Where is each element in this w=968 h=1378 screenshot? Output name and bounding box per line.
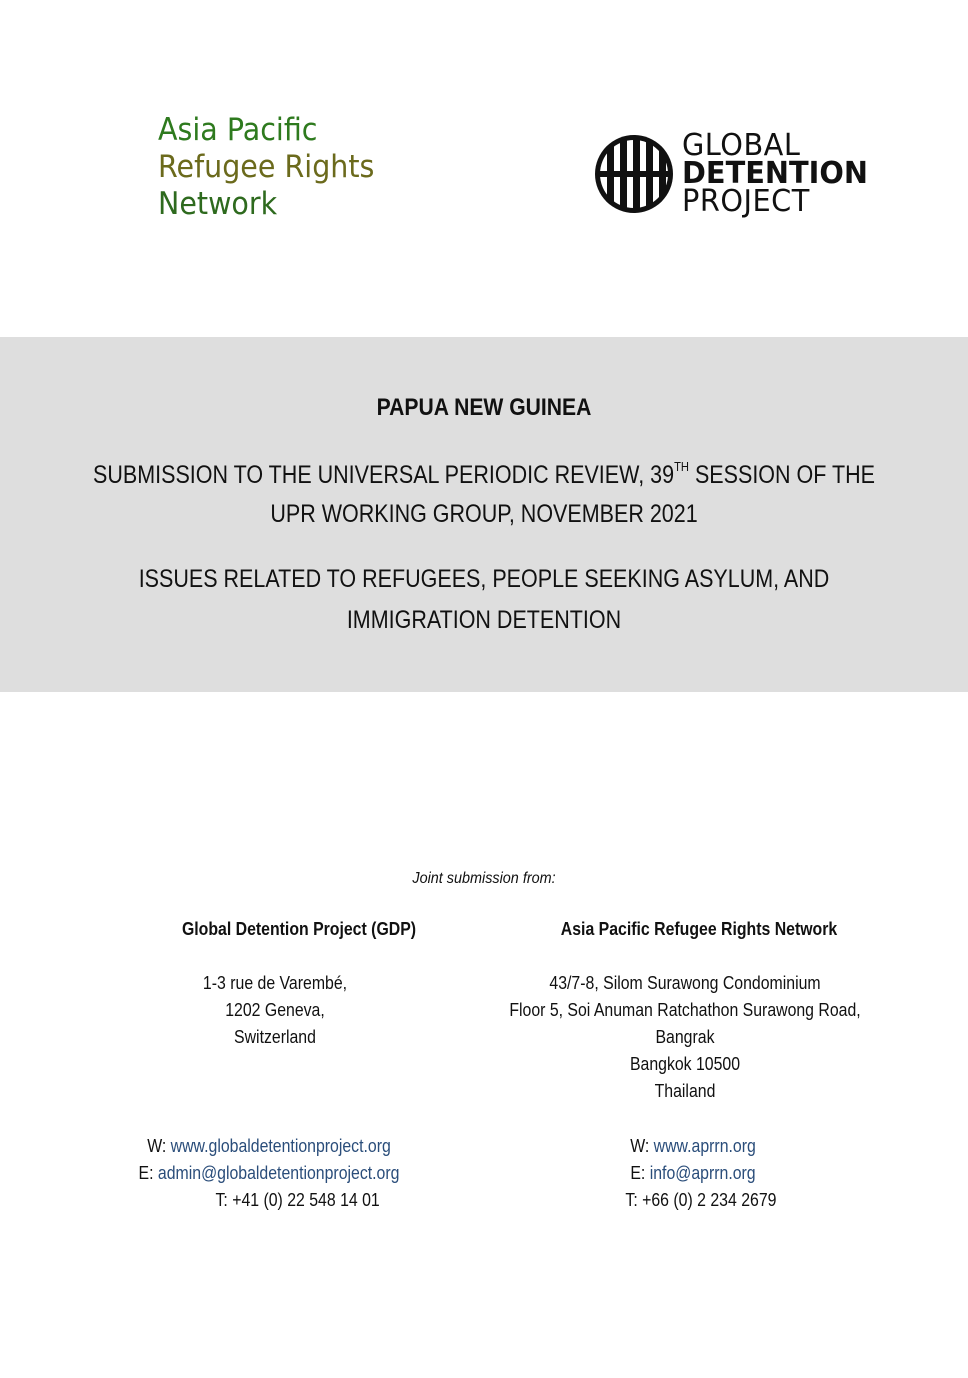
joint-submission-label: Joint submission from: [412,870,556,887]
gdp-web-row [75,1133,462,1160]
aprrn-address-line-4: Bangkok 10500 [629,1054,741,1074]
gdp-email-label: E: [138,1163,158,1183]
globe-icon [594,134,674,214]
submission-line-1 [68,459,900,490]
aprrn-web-row [499,1133,886,1160]
aprrn-web-link[interactable]: www.aprrn.org [653,1136,756,1156]
aprrn-web-label: W: [630,1136,654,1156]
submission-line-1-sup: TH [674,459,689,474]
aprrn-address [465,970,905,1105]
gdp-logo-line-2: DETENTION [682,156,868,191]
gdp-logo-line-3: PROJECT [682,184,810,219]
aprrn-address-line-3: Bangrak [655,1027,715,1047]
gdp-phone: T: +41 (0) 22 548 14 01 [215,1190,380,1210]
aprrn-phone: T: +66 (0) 2 234 2679 [625,1190,777,1210]
country-title: PAPUA NEW GUINEA [376,394,592,421]
gdp-email-row [75,1160,462,1187]
aprrn-email-label: E: [630,1163,650,1183]
submission-line-1-pre: SUBMISSION TO THE UNIVERSAL PERIODIC REVIEW, 39 [93,461,675,489]
gdp-email-link[interactable]: admin@globaldetentionproject.org [157,1163,400,1183]
aprrn-name: Asia Pacific Refugee Rights Network [560,919,838,939]
gdp-address [55,970,495,1051]
aprrn-logo-line-2: Refugee Rights [158,149,375,185]
issues-line-1: ISSUES RELATED TO REFUGEES, PEOPLE SEEKING ASYLUM, AND [138,565,830,593]
gdp-logo [594,128,894,219]
aprrn-address-line-5: Thailand [654,1081,716,1101]
aprrn-logo-line-1: Asia Pacific [158,112,318,148]
aprrn-address-line-2: Floor 5, Soi Anuman Ratchathon Surawong Road, [509,1000,861,1020]
gdp-address-line-1: 1-3 rue de Varembé, [202,973,348,993]
gdp-contact [49,1133,489,1214]
aprrn-contact [473,1133,913,1214]
gdp-column [79,916,519,943]
gdp-web-label: W: [147,1136,171,1156]
gdp-address-line-3: Switzerland [234,1027,316,1047]
submission-line-1-post: SESSION OF THE [688,461,875,489]
aprrn-logo [158,112,418,223]
gdp-logo-text [682,128,876,219]
gdp-name: Global Detention Project (GDP) [181,919,417,939]
gdp-address-line-2: 1202 Geneva, [225,1000,325,1020]
gdp-logo-line-1: GLOBAL [682,128,801,163]
aprrn-address-line-1: 43/7-8, Silom Surawong Condominium [549,973,821,993]
aprrn-logo-line-3: Network [158,186,278,222]
gdp-web-link[interactable]: www.globaldetentionproject.org [170,1136,391,1156]
submission-line-2: UPR WORKING GROUP, NOVEMBER 2021 [270,500,698,528]
aprrn-column [479,916,919,943]
aprrn-email-row [499,1160,886,1187]
issues-line-2: IMMIGRATION DETENTION [346,606,622,634]
aprrn-email-link[interactable]: info@aprrn.org [649,1163,756,1183]
